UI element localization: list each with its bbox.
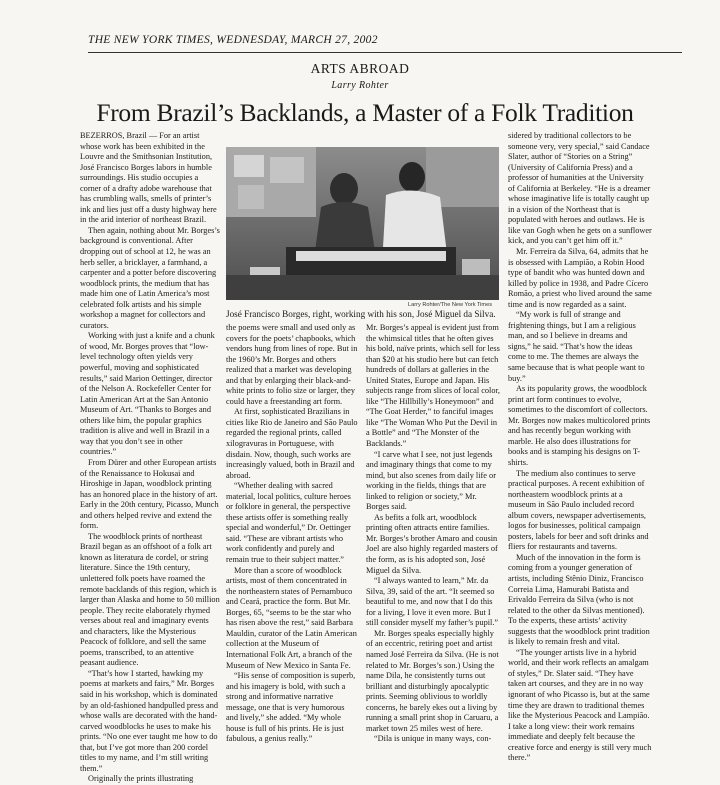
headline: From Brazil’s Backlands, a Master of a Folk Tradition: [96, 98, 634, 127]
paragraph: the poems were small and used only as covers for the poets’ chapbooks, which vendors hung from lines of rope. But in the 1960’s Mr. Borges and others realized that a market was developing and that by enlarging their black-and-white prints to folio size or larger, they could have a freestanding art form.: [226, 323, 358, 406]
paragraph: The medium also continues to serve practical purposes. A recent exhibition of northeastern woodblock prints at a museum in São Paulo included record album covers, newspaper advertisements, logos for businesses, political campaign posters, labels for beer and soft drinks and fliers for restaurants and taverns.: [508, 468, 649, 552]
masthead-date: WEDNESDAY, MARCH 27, 2002: [216, 34, 378, 46]
column-3: [366, 323, 500, 744]
paragraph: At first, sophisticated Brazilians in cities like Rio de Janeiro and São Paulo regarded the regional prints, called xilogravuras in Portuguese, with disdain. Now, though, such works are increasingly valued, both in Brazil and abroad.: [226, 407, 358, 480]
masthead: [88, 34, 378, 46]
column-1: [80, 131, 220, 784]
section-title: ARTS ABROAD: [310, 61, 410, 76]
paragraph: sidered by traditional collectors to be someone very, very special,” said Candace Slater, author of “Stories on a String” (University of California Press) and a professor of humanities at the University of California at Berkeley. “He is a dreamer whose imaginative life is totally caught up in a vision of the Northeast that is populated with heroes and outlaws. He is like van Gogh when he gets on a sunflower kick, and you can’t get him off it.”: [508, 131, 652, 246]
paragraph: Much of the innovation in the form is coming from a younger generation of artists, including Stênio Diniz, Francisco Correia Lima, Hamurabi Batista and Erivaldo Ferreira da Silva (who is not related to the other da Silvas mentioned). To the experts, these artists’ activity suggests that the woodblock print tradition is likely to remain fresh and vital.: [508, 552, 650, 647]
masthead-paper: THE NEW YORK TIMES,: [88, 34, 214, 46]
paragraph: More than a score of woodblock artists, most of them concentrated in the northeastern states of Pernambuco and Ceará, practice the form. But Mr. Borges, 65, “seems to be the star who has risen above the rest,” said Barbara Mauldin, curator of the Latin American collection at the Museum of International Folk Art, a branch of the Museum of New Mexico in Santa Fe.: [226, 565, 357, 670]
paragraph: “That’s how I started, hawking my poems at markets and fairs,” Mr. Borges said in his workshop, which is dominated by an old-fashioned handpulled press and whose walls are decorated with the hand-carved woodblocks he uses to make his prints. “No one ever taught me how to do that, but I’ve got more than 200 cordel titles to my name, and I’m still writing them.”: [80, 668, 219, 773]
paragraph: “I always wanted to learn,” Mr. da Silva, 39, said of the art. “It seemed so beautiful to me, and now that I do this for a living, I love it even more. But I still consider myself my father’s pupil.”: [366, 576, 499, 628]
column-4: [508, 131, 652, 763]
paragraph: Mr. Borges’s appeal is evident just from the whimsical titles that he often gives his bold, naïve prints, which sell for less than $20 at his studio here but can fetch hundreds of dollars at galleries in the United States, Europe and Japan. His subjects range from slices of local color, like “The Hillbilly’s Honeymoon” and “The Goat Herder,” to fanciful images like “The Woman Who Put the Devil in a Bottle” and “The Monster of the Backlands.”: [366, 323, 500, 449]
paragraph: Then again, nothing about Mr. Borges’s background is conventional. After dropping out of school at 12, he was an herb seller, a bricklayer, a farmhand, a carpenter and a potter before discovering woodblock prints, the medium that has made him one of Latin America’s most celebrated folk artists and his simple workshop a magnet for collectors and curators.: [80, 225, 220, 330]
byline: Larry Rohter: [331, 80, 389, 91]
paragraph: As befits a folk art, woodblock printing often attracts entire families. Mr. Borges’s brother Amaro and cousin Joel are also highly regarded masters of the form, as is his adopted son, José Miguel da Silva.: [366, 512, 498, 575]
photo-caption: José Francisco Borges, right, working with his son, José Miguel da Silva.: [226, 309, 496, 319]
workshop-photo: [226, 147, 499, 300]
paragraph: As its popularity grows, the woodblock print art form continues to evolve, sometimes to the discomfort of collectors. Mr. Borges now makes multicolored prints and has recently begun working with marble. He also does illustrations for books and is stamping his designs on T-shirts.: [508, 384, 651, 467]
paragraph: Originally the prints illustrating: [88, 774, 194, 784]
paragraph: From Dürer and other European artists of the Renaissance to Hokusai and Hiroshige in Japan, woodblock printing has an honored place in the history of art. Early in the 20th century, Picasso, Munch and others helped revive and extend the form.: [80, 457, 219, 531]
photo: [226, 147, 499, 300]
paragraph: “I carve what I see, not just legends and imaginary things that come to my mind, but also scenes from daily life or working in the fields, things that are linked to religion or society,” Mr. Borges said.: [366, 449, 496, 512]
paragraph: “Whether dealing with sacred material, local politics, culture heroes or folklore in general, the perspective these artists offer is something really special and wonderful,” Dr. Oettinger said. “These are vibrant artists who work confidently and purely and remain true to their subject matter.”: [226, 481, 351, 565]
paragraph: The woodblock prints of northeast Brazil began as an offshoot of a folk art known as literatura de cordel, or string literature. Since the 19th century, unlettered folk poets have roamed the remote backlands of this region, which is larger than Alaska and home to 50 million people. They recite elaborately rhymed verses about real and imaginary events and characters, like the Mysterious Peacock of folklore, and sell the same poems, transcribed, to an attentive peasant audience.: [80, 531, 220, 668]
paragraph: “His sense of composition is superb, and his imagery is bold, with such a strong and informative narrative message, one that is very humorous and lively,” she added. “My whole house is full of his prints. He is just fabulous, a genius really.”: [226, 671, 356, 744]
paragraph: Working with just a knife and a chunk of wood, Mr. Borges proves that “low-level technology often yields very powerful, moving and sophisticated results,” said Marion Oettinger, director of the Nelson A. Rockefeller Center for Latin American Art at the San Antonio Museum of Art. “Thanks to Borges and others like him, the popular graphics tradition is alive and well in Brazil in a way that you don’t see in other countries.”: [80, 331, 215, 457]
paragraph: Mr. Borges speaks especially highly of an eccentric, retiring poet and artist named José Ferreira da Silva. (He is not related to Mr. Borges’s son.) Using the name Dila, he consistently turns out brilliant and disturbingly apocalyptic prints. Seeming oblivious to worldly concerns, he barely ekes out a living by running a small print shop in Caruaru, a market town 25 miles west of here.: [366, 628, 499, 733]
paragraph: “The younger artists live in a hybrid world, and their work reflects an amalgam of styles,” Dr. Slater said. “They have taken art courses, and they are in no way ignorant of who Picasso is, but at the same time they are drawn to traditional themes like the Mysterious Peacock and Lampião. I take a long view: their work remains immediate and deeply felt because the creative force and energy is still very much there.”: [508, 647, 652, 763]
paragraph: Mr. Ferreira da Silva, 64, admits that he is obsessed with Lampião, a Robin Hood type of bandit who was hunted down and killed by police in 1938, and Padre Cícero Romão, a priest who lived around the same time and is now regarded as a saint.: [508, 247, 652, 309]
masthead-rule: [88, 52, 682, 53]
paragraph: BEZERROS, Brazil — For an artist whose work has been exhibited in the Louvre and the Smithsonian Institution, José Francisco Borges labors in humble surroundings. His studio occupies a corner of a drafty adobe warehouse that has crumbling walls, smells of printer’s ink and lies just off a dusty highway here in the arid interior of northeast Brazil.: [80, 131, 217, 225]
column-2: [226, 323, 358, 744]
paragraph: “My work is full of strange and frightening things, but I am a religious man, and so I believe in dreams and signs,” he said. “That’s how the ideas come to me. The themes are always the same because that is what people want to buy.”: [508, 310, 645, 383]
photo-credit: Larry Rohter/The New York Times: [408, 302, 492, 308]
paragraph: “Dila is unique in many ways, con-: [374, 734, 492, 744]
